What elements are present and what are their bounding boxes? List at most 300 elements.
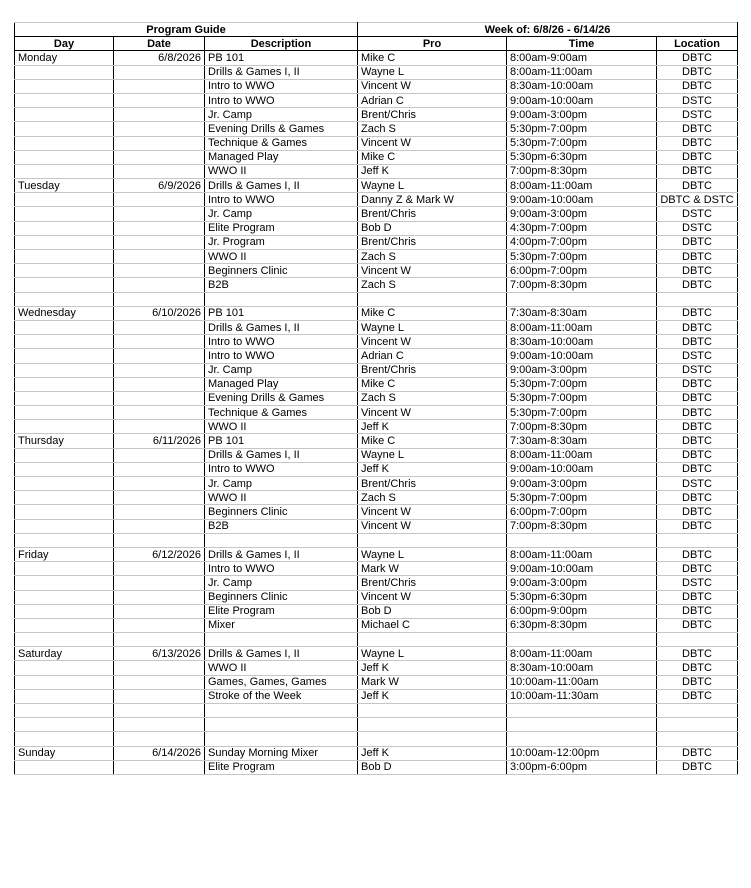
date-cell [114,533,205,547]
location-cell: DBTC [657,547,738,561]
table-row [15,207,738,221]
day-cell: Monday [15,51,114,65]
day-cell [15,363,114,377]
table-row [15,79,738,93]
pro-cell: Mike C [358,377,507,391]
date-cell [114,406,205,420]
description-cell: Managed Play [205,377,358,391]
day-cell [15,604,114,618]
table-row [15,633,738,647]
time-cell: 7:30am-8:30am [507,306,657,320]
time-cell: 4:00pm-7:00pm [507,235,657,249]
location-cell: DBTC [657,122,738,136]
description-cell: Sunday Morning Mixer [205,746,358,760]
day-cell [15,320,114,334]
date-cell [114,689,205,703]
time-cell [507,718,657,732]
location-cell: DBTC [657,420,738,434]
location-cell: DBTC [657,746,738,760]
time-cell: 5:30pm-7:00pm [507,136,657,150]
location-cell: DBTC & DSTC [657,193,738,207]
time-cell: 5:30pm-7:00pm [507,377,657,391]
date-cell [114,377,205,391]
time-cell: 8:30am-10:00am [507,661,657,675]
date-cell [114,363,205,377]
description-cell: WWO II [205,661,358,675]
day-cell [15,661,114,675]
table-row [15,108,738,122]
pro-cell: Vincent W [358,406,507,420]
description-cell [205,704,358,718]
time-cell: 5:30pm-7:00pm [507,122,657,136]
location-cell: DBTC [657,462,738,476]
time-cell: 3:00pm-6:00pm [507,760,657,774]
pro-cell: Jeff K [358,689,507,703]
description-cell: Drills & Games I, II [205,320,358,334]
pro-cell [358,732,507,746]
date-cell [114,164,205,178]
description-cell: Intro to WWO [205,462,358,476]
date-cell [114,477,205,491]
time-cell: 9:00am-10:00am [507,462,657,476]
table-row [15,179,738,193]
pro-cell: Mike C [358,150,507,164]
location-cell: DBTC [657,661,738,675]
pro-cell: Wayne L [358,448,507,462]
table-row [15,122,738,136]
location-cell: DBTC [657,306,738,320]
date-cell [114,235,205,249]
day-cell [15,150,114,164]
pro-cell: Jeff K [358,420,507,434]
location-cell: DBTC [657,164,738,178]
date-cell [114,136,205,150]
day-cell [15,689,114,703]
pro-cell: Vincent W [358,590,507,604]
day-cell: Tuesday [15,179,114,193]
location-cell: DBTC [657,65,738,79]
table-row [15,704,738,718]
table-row [15,448,738,462]
location-cell: DSTC [657,576,738,590]
description-cell: Beginners Clinic [205,505,358,519]
day-cell [15,65,114,79]
time-cell: 5:30pm-7:00pm [507,406,657,420]
table-row [15,732,738,746]
date-cell [114,732,205,746]
date-cell [114,391,205,405]
description-cell: Evening Drills & Games [205,391,358,405]
location-cell: DBTC [657,434,738,448]
day-cell [15,250,114,264]
description-cell: Intro to WWO [205,93,358,107]
day-cell [15,675,114,689]
description-cell: Elite Program [205,760,358,774]
location-cell: DBTC [657,590,738,604]
day-cell [15,108,114,122]
table-row [15,320,738,334]
date-cell [114,320,205,334]
time-cell [507,292,657,306]
table-row [15,604,738,618]
title-row [15,23,738,37]
date-cell [114,420,205,434]
day-cell [15,718,114,732]
pro-cell: Zach S [358,278,507,292]
description-cell: Mixer [205,618,358,632]
date-cell [114,604,205,618]
day-cell [15,562,114,576]
day-cell [15,420,114,434]
pro-cell: Mark W [358,675,507,689]
day-cell [15,760,114,774]
time-cell: 6:00pm-7:00pm [507,505,657,519]
location-cell: DBTC [657,519,738,533]
location-cell [657,292,738,306]
time-cell: 4:30pm-7:00pm [507,221,657,235]
day-cell [15,462,114,476]
day-cell: Wednesday [15,306,114,320]
time-cell: 9:00am-10:00am [507,349,657,363]
table-row [15,221,738,235]
location-cell [657,533,738,547]
day-cell [15,576,114,590]
table-row [15,760,738,774]
table-row [15,533,738,547]
week-range-title: Week of: 6/8/26 - 6/14/26 [358,23,738,37]
day-cell [15,292,114,306]
location-cell: DBTC [657,264,738,278]
pro-cell: Brent/Chris [358,363,507,377]
time-cell: 10:00am-11:30am [507,689,657,703]
day-cell: Thursday [15,434,114,448]
location-cell: DBTC [657,689,738,703]
day-cell [15,193,114,207]
pro-cell: Bob D [358,760,507,774]
day-cell: Saturday [15,647,114,661]
description-cell: Jr. Camp [205,576,358,590]
description-cell: Jr. Camp [205,363,358,377]
day-cell [15,533,114,547]
time-cell [507,633,657,647]
description-cell: Managed Play [205,150,358,164]
pro-cell [358,633,507,647]
location-cell: DBTC [657,51,738,65]
date-cell [114,562,205,576]
pro-cell [358,292,507,306]
description-cell: Elite Program [205,221,358,235]
header-day: Day [15,37,114,51]
day-cell [15,491,114,505]
description-cell: Drills & Games I, II [205,547,358,561]
pro-cell: Michael C [358,618,507,632]
table-row [15,292,738,306]
description-cell: Drills & Games I, II [205,448,358,462]
location-cell: DSTC [657,108,738,122]
time-cell: 8:30am-10:00am [507,79,657,93]
description-cell: Intro to WWO [205,335,358,349]
date-cell [114,448,205,462]
description-cell: B2B [205,519,358,533]
description-cell: Intro to WWO [205,79,358,93]
date-cell [114,618,205,632]
time-cell: 7:00pm-8:30pm [507,519,657,533]
location-cell: DBTC [657,391,738,405]
location-cell: DBTC [657,448,738,462]
day-cell [15,235,114,249]
location-cell: DBTC [657,235,738,249]
time-cell: 7:00pm-8:30pm [507,278,657,292]
description-cell: PB 101 [205,306,358,320]
day-cell [15,264,114,278]
day-cell [15,406,114,420]
location-cell: DBTC [657,647,738,661]
program-guide-table [14,22,738,775]
day-cell [15,79,114,93]
table-row [15,746,738,760]
description-cell: Elite Program [205,604,358,618]
location-cell: DBTC [657,760,738,774]
date-cell [114,207,205,221]
day-cell [15,207,114,221]
location-cell: DSTC [657,349,738,363]
day-cell [15,505,114,519]
pro-cell: Brent/Chris [358,207,507,221]
location-cell: DBTC [657,320,738,334]
day-cell [15,618,114,632]
pro-cell: Zach S [358,250,507,264]
pro-cell [358,704,507,718]
pro-cell: Wayne L [358,65,507,79]
time-cell: 9:00am-3:00pm [507,363,657,377]
description-cell: PB 101 [205,51,358,65]
time-cell: 9:00am-3:00pm [507,207,657,221]
table-row [15,477,738,491]
location-cell: DBTC [657,136,738,150]
day-cell [15,391,114,405]
time-cell: 6:30pm-8:30pm [507,618,657,632]
pro-cell: Jeff K [358,462,507,476]
pro-cell: Vincent W [358,505,507,519]
table-row [15,661,738,675]
time-cell: 9:00am-10:00am [507,93,657,107]
location-cell: DBTC [657,562,738,576]
date-cell [114,250,205,264]
time-cell: 5:30pm-6:30pm [507,150,657,164]
table-row [15,647,738,661]
description-cell: WWO II [205,164,358,178]
time-cell: 8:00am-9:00am [507,51,657,65]
date-cell: 6/9/2026 [114,179,205,193]
date-cell [114,760,205,774]
date-cell [114,122,205,136]
date-cell: 6/13/2026 [114,647,205,661]
table-row [15,562,738,576]
pro-cell: Bob D [358,221,507,235]
description-cell [205,533,358,547]
pro-cell: Jeff K [358,164,507,178]
day-cell [15,122,114,136]
pro-cell: Bob D [358,604,507,618]
time-cell [507,732,657,746]
time-cell: 5:30pm-7:00pm [507,491,657,505]
date-cell: 6/10/2026 [114,306,205,320]
location-cell: DSTC [657,221,738,235]
description-cell: Evening Drills & Games [205,122,358,136]
description-cell: Drills & Games I, II [205,179,358,193]
time-cell: 5:30pm-7:00pm [507,250,657,264]
table-row [15,377,738,391]
day-cell [15,633,114,647]
table-row [15,363,738,377]
pro-cell: Jeff K [358,661,507,675]
description-cell: WWO II [205,491,358,505]
date-cell [114,718,205,732]
pro-cell: Wayne L [358,179,507,193]
table-row [15,547,738,561]
day-cell [15,477,114,491]
location-cell: DBTC [657,505,738,519]
date-cell [114,519,205,533]
date-cell [114,661,205,675]
table-row [15,420,738,434]
time-cell: 7:00pm-8:30pm [507,420,657,434]
date-cell: 6/11/2026 [114,434,205,448]
table-row [15,335,738,349]
pro-cell: Vincent W [358,136,507,150]
date-cell [114,221,205,235]
location-cell: DSTC [657,477,738,491]
date-cell [114,590,205,604]
pro-cell: Jeff K [358,746,507,760]
pro-cell: Brent/Chris [358,477,507,491]
pro-cell: Mike C [358,306,507,320]
date-cell [114,491,205,505]
date-cell [114,150,205,164]
date-cell [114,505,205,519]
day-cell [15,278,114,292]
day-cell [15,519,114,533]
table-row [15,406,738,420]
table-row [15,689,738,703]
location-cell [657,633,738,647]
date-cell [114,108,205,122]
header-time: Time [507,37,657,51]
description-cell [205,718,358,732]
date-cell [114,93,205,107]
header-pro: Pro [358,37,507,51]
time-cell: 9:00am-3:00pm [507,477,657,491]
table-row [15,193,738,207]
time-cell: 8:00am-11:00am [507,320,657,334]
pro-cell: Zach S [358,491,507,505]
table-row [15,391,738,405]
table-row [15,93,738,107]
location-cell: DBTC [657,604,738,618]
date-cell: 6/12/2026 [114,547,205,561]
pro-cell: Brent/Chris [358,235,507,249]
location-cell: DBTC [657,335,738,349]
table-row [15,718,738,732]
location-cell: DBTC [657,278,738,292]
table-row [15,491,738,505]
location-cell: DSTC [657,207,738,221]
description-cell [205,633,358,647]
table-row [15,519,738,533]
header-location: Location [657,37,738,51]
pro-cell: Brent/Chris [358,108,507,122]
pro-cell: Vincent W [358,519,507,533]
day-cell: Sunday [15,746,114,760]
pro-cell: Mike C [358,434,507,448]
date-cell: 6/14/2026 [114,746,205,760]
description-cell: Beginners Clinic [205,264,358,278]
table-row [15,278,738,292]
table-row [15,65,738,79]
pro-cell: Vincent W [358,264,507,278]
description-cell: PB 101 [205,434,358,448]
table-row [15,235,738,249]
table-row [15,150,738,164]
table-row [15,675,738,689]
pro-cell: Brent/Chris [358,576,507,590]
date-cell [114,292,205,306]
date-cell [114,675,205,689]
day-cell [15,448,114,462]
table-row [15,462,738,476]
day-cell [15,136,114,150]
description-cell: Jr. Camp [205,207,358,221]
description-cell: Jr. Camp [205,477,358,491]
description-cell: B2B [205,278,358,292]
date-cell [114,462,205,476]
pro-cell [358,718,507,732]
program-guide-title: Program Guide [15,23,358,37]
date-cell [114,704,205,718]
time-cell: 8:30am-10:00am [507,335,657,349]
description-cell: Jr. Program [205,235,358,249]
description-cell: Stroke of the Week [205,689,358,703]
time-cell: 5:30pm-7:00pm [507,391,657,405]
time-cell: 8:00am-11:00am [507,448,657,462]
time-cell: 8:00am-11:00am [507,547,657,561]
date-cell [114,576,205,590]
date-cell [114,193,205,207]
day-cell [15,732,114,746]
location-cell: DBTC [657,491,738,505]
date-cell: 6/8/2026 [114,51,205,65]
description-cell: WWO II [205,250,358,264]
description-cell [205,292,358,306]
day-cell: Friday [15,547,114,561]
day-cell [15,221,114,235]
time-cell: 8:00am-11:00am [507,65,657,79]
date-cell [114,349,205,363]
time-cell: 10:00am-12:00pm [507,746,657,760]
pro-cell: Wayne L [358,547,507,561]
description-cell: Technique & Games [205,136,358,150]
description-cell: Drills & Games I, II [205,647,358,661]
time-cell: 6:00pm-7:00pm [507,264,657,278]
table-row [15,434,738,448]
description-cell: Intro to WWO [205,562,358,576]
time-cell: 8:00am-11:00am [507,179,657,193]
time-cell [507,704,657,718]
time-cell [507,533,657,547]
pro-cell: Mark W [358,562,507,576]
description-cell: WWO II [205,420,358,434]
description-cell: Intro to WWO [205,193,358,207]
